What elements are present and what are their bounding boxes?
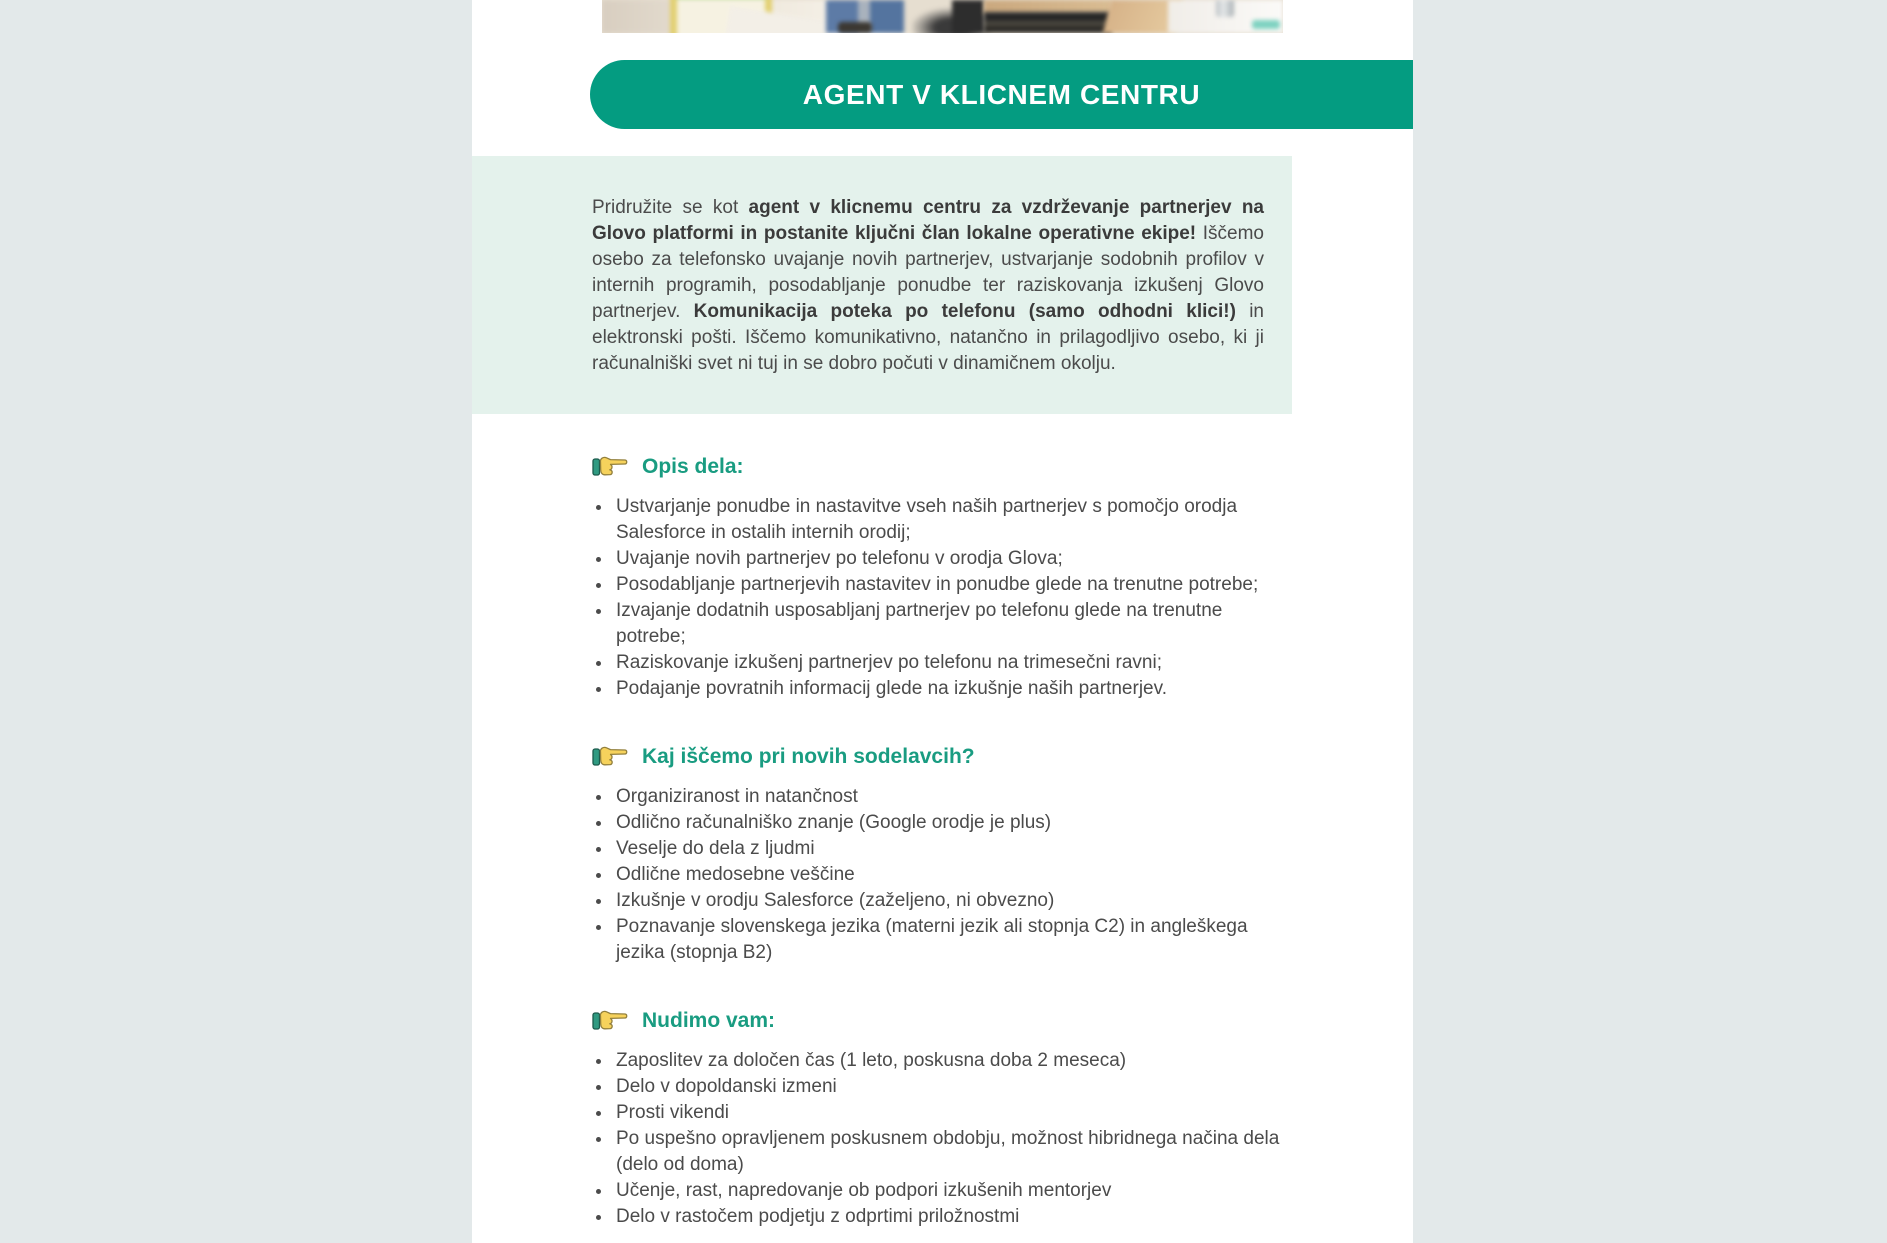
list-item: • Izvajanje dodatnih usposabljanj partnerjev po telefonu glede na trenutne potrebe; (613, 598, 1284, 650)
intro-bold-text: agent v klicnemu centru za vzdrževanje partnerjev na Glovo platformi in postanite ključni član lokalne operativne ekipe! (592, 197, 1264, 244)
pointing-right-hand-icon (592, 452, 629, 481)
list-item: • Prosti vikendi (613, 1100, 1284, 1126)
section-what-we-offer (592, 1006, 1284, 1230)
section-heading (592, 452, 1284, 481)
photo-desk-frame (952, 0, 984, 33)
section-title: Nudimo vam: (642, 1008, 776, 1032)
list-item: • Raziskovanje izkušenj partnerjev po telefonu na trimesečni ravni; (613, 650, 1284, 676)
photo-teal-phone (1252, 20, 1280, 29)
section-list (592, 494, 1284, 702)
job-title: AGENT V KLICNEM CENTRU (802, 78, 1201, 110)
list-item: • Odlične medosebne veščine (613, 862, 1284, 888)
list-item: • Odlično računalniško znanje (Google orodje je plus) (613, 810, 1284, 836)
section-candidate-requirements (592, 742, 1284, 966)
section-list (592, 784, 1284, 966)
list-item: • Podajanje povratnih informacij glede na izkušnje naših partnerjev. (613, 676, 1284, 702)
list-item: • Učenje, rast, napredovanje ob podpori izkušenih mentorjev (613, 1178, 1284, 1204)
pointing-right-hand-icon (592, 742, 629, 771)
list-item: • Izkušnje v orodju Salesforce (zaželjeno, ni obvezno) (613, 888, 1284, 914)
section-title: Opis dela: (642, 454, 744, 478)
section-list (592, 1048, 1284, 1230)
section-title: Kaj iščemo pri novih sodelavcih? (642, 744, 975, 768)
list-item: • Veselje do dela z ljudmi (613, 836, 1284, 862)
email-content-column (472, 0, 1413, 1243)
list-item: • Delo v rastočem podjetju z odprtimi priložnostmi (613, 1204, 1284, 1230)
list-item: • Ustvarjanje ponudbe in nastavitve vseh naših partnerjev s pomočjo orodja Salesforce in ostalih internih orodij; (613, 494, 1284, 546)
intro-text: Iščemo osebo za telefonsko uvajanje novih partnerjev, ustvarjanje sodobnih profilov v internih programih, posodabljanje ponudbe ter raziskovanja izkušenj Glovo partnerjev. (592, 223, 1264, 322)
intro-text: Pridružite se kot (592, 197, 749, 218)
section-heading (592, 1006, 1284, 1035)
pointing-right-hand-icon (592, 1006, 629, 1035)
photo-desk-underframe (984, 12, 1112, 33)
office-photo (602, 0, 1283, 33)
intro-box (472, 156, 1292, 414)
job-title-banner (590, 60, 1413, 129)
photo-water-glass (1216, 0, 1234, 17)
list-item: • Po uspešno opravljenem poskusnem obdobju, možnost hibridnega načina dela (delo od doma) (613, 1126, 1284, 1178)
intro-text: in elektronski pošti. Iščemo komunikativno, natančno in prilagodljivo osebo, ki ji računalniški svet ni tuj in se dobro počuti v dinamičnem okolju. (592, 301, 1265, 374)
list-item: • Organiziranost in natančnost (613, 784, 1284, 810)
list-item: • Zaposlitev za določen čas (1 leto, poskusna doba 2 meseca) (613, 1048, 1284, 1074)
list-item: • Uvajanje novih partnerjev po telefonu v orodja Glova; (613, 546, 1284, 572)
intro-bold-text: Komunikacija poteka po telefonu (samo odhodni klici!) (693, 301, 1236, 322)
photo-shoe (838, 22, 872, 33)
section-heading (592, 742, 1284, 771)
intro-paragraph (592, 195, 1264, 377)
list-item: • Posodabljanje partnerjevih nastavitev in ponudbe glede na trenutne potrebe; (613, 572, 1284, 598)
sections-area (592, 412, 1284, 1230)
list-item: • Poznavanje slovenskega jezika (materni jezik ali stopnja C2) in angleškega jezika (stopnja B2) (613, 914, 1284, 966)
section-job-description (592, 452, 1284, 702)
list-item: • Delo v dopoldanski izmeni (613, 1074, 1284, 1100)
